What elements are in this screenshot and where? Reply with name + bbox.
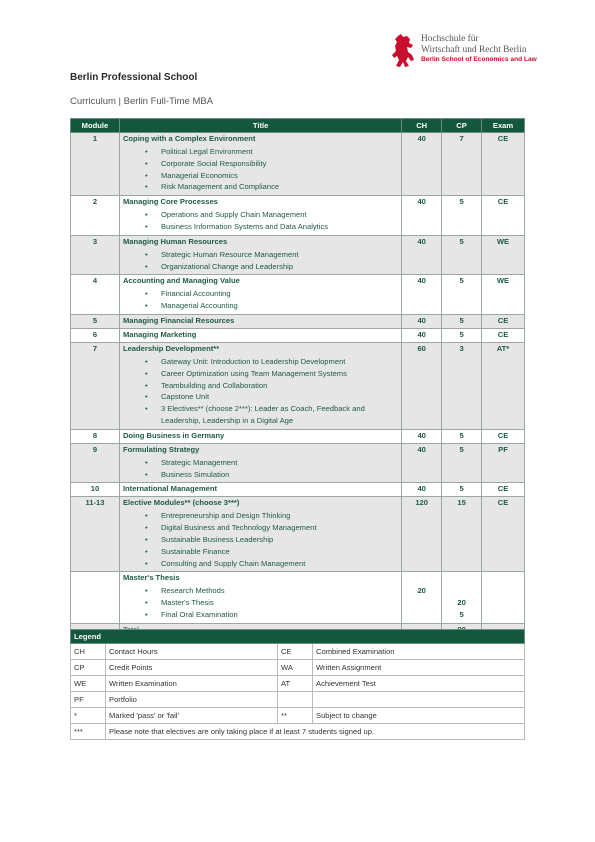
exam-cell: CE: [482, 196, 525, 236]
submodule-item: • Digital Business and Technology Management: [161, 522, 398, 534]
submodule-item: • Business Simulation: [161, 469, 398, 481]
ch-cell: 40: [402, 133, 442, 196]
exam-cell: CE: [482, 497, 525, 572]
legend-abbr: PF: [71, 692, 106, 708]
cp-cell: 5: [442, 314, 482, 328]
submodule-list: [123, 510, 398, 569]
module-cell: 11-13: [71, 497, 120, 572]
exam-cell: CE: [482, 483, 525, 497]
title-cell: [119, 443, 401, 483]
table-row: [71, 443, 525, 483]
cp-line: [445, 573, 478, 585]
legend-meaning: Portfolio: [106, 692, 278, 708]
cp-cell: 7: [442, 133, 482, 196]
title-cell: [119, 429, 401, 443]
ch-cell: 40: [402, 429, 442, 443]
submodule-item: • Corporate Social Responsibility: [161, 158, 398, 170]
module-cell: 5: [71, 314, 120, 328]
title-cell: [119, 483, 401, 497]
submodule-item: • Master's Thesis: [161, 597, 398, 609]
submodule-item: • Capstone Unit: [161, 391, 398, 403]
table-row: [71, 429, 525, 443]
title-cell: [119, 196, 401, 236]
title-cell: [119, 328, 401, 342]
curriculum-title: Curriculum | Berlin Full-Time MBA: [70, 96, 214, 107]
module-cell: 9: [71, 443, 120, 483]
cp-cell: 3: [442, 342, 482, 429]
cp-cell: 5: [442, 235, 482, 275]
cp-cell: 5: [442, 328, 482, 342]
legend-meaning: Marked 'pass' or 'fail': [106, 708, 278, 724]
module-cell: 1: [71, 133, 120, 196]
submodule-item: • Entrepreneurship and Design Thinking: [161, 510, 398, 522]
submodule-item: • Risk Management and Compliance: [161, 181, 398, 193]
university-logo: [392, 34, 537, 68]
legend-note-mark: ***: [71, 724, 106, 740]
submodule-item: • Operations and Supply Chain Management: [161, 209, 398, 221]
table-row: [71, 314, 525, 328]
submodule-item: • 3 Electives** (choose 2***): Leader as Coach, Feedback and Leadership, Leadership in a Digital Age: [161, 403, 398, 427]
submodule-list: [123, 457, 398, 481]
ch-stack: [405, 573, 438, 597]
legend-abbr: WE: [71, 676, 106, 692]
legend-row: [71, 676, 525, 692]
legend-abbr: AT: [278, 676, 313, 692]
school-name: Berlin Professional School: [70, 72, 198, 83]
ch-cell: 40: [402, 443, 442, 483]
cp-cell: 5: [442, 429, 482, 443]
column-header-module: Module: [71, 119, 120, 133]
ch-cell: 60: [402, 342, 442, 429]
ch-spacer: [405, 573, 438, 585]
module-title: Managing Core Processes: [122, 197, 218, 207]
legend-header-row: [71, 630, 525, 644]
module-title: Doing Business in Germany: [122, 430, 225, 440]
exam-cell: WE: [482, 275, 525, 315]
exam-cell: CE: [482, 328, 525, 342]
cp-cell: 5: [442, 483, 482, 497]
legend-abbr: CH: [71, 644, 106, 660]
column-header-title: Title: [119, 119, 401, 133]
submodule-list: [123, 146, 398, 193]
exam-cell: CE: [482, 429, 525, 443]
legend-meaning: Credit Points: [106, 660, 278, 676]
submodule-item: • Managerial Accounting: [161, 300, 398, 312]
legend-abbr: **: [278, 708, 313, 724]
module-cell: 2: [71, 196, 120, 236]
curriculum-table: [70, 118, 525, 637]
submodule-item: • Gateway Unit: Introduction to Leadership Development: [161, 356, 398, 368]
submodule-list: [123, 209, 398, 233]
cp-line: [445, 585, 478, 597]
module-title: Elective Modules** (choose 3***): [122, 498, 240, 508]
cp-cell: 5: [442, 275, 482, 315]
legend-meaning: Combined Examination: [313, 644, 525, 660]
ch-value: 20: [417, 586, 426, 596]
legend-title: Legend: [71, 630, 525, 644]
legend-row: [71, 660, 525, 676]
table-row: [71, 133, 525, 196]
module-title: Managing Marketing: [122, 329, 197, 339]
table-row: [71, 275, 525, 315]
legend-row: [71, 692, 525, 708]
berlin-bear-icon: [392, 34, 416, 68]
ch-cell: 40: [402, 328, 442, 342]
table-row: [71, 235, 525, 275]
ch-cell: 40: [402, 196, 442, 236]
table-row: [71, 328, 525, 342]
module-title: Accounting and Managing Value: [122, 276, 240, 286]
module-title: Managing Human Resources: [122, 236, 228, 246]
logo-line-2: Wirtschaft und Recht Berlin: [421, 44, 527, 55]
title-cell: [119, 235, 401, 275]
ch-cell: 40: [402, 483, 442, 497]
module-cell: 6: [71, 328, 120, 342]
exam-cell: PF: [482, 443, 525, 483]
submodule-item: • Political Legal Environment: [161, 146, 398, 158]
exam-cell: [482, 572, 525, 623]
table-row: [71, 342, 525, 429]
logo-line-3: Berlin School of Economics and Law: [421, 56, 537, 63]
column-header-ch: CH: [402, 119, 442, 133]
submodule-item: • Final Oral Examination: [161, 609, 398, 621]
module-cell: 10: [71, 483, 120, 497]
legend-abbr: [278, 692, 313, 708]
module-cell: 7: [71, 342, 120, 429]
table-row: [71, 483, 525, 497]
legend-row: [71, 644, 525, 660]
ch-cell: 40: [402, 314, 442, 328]
submodule-item: • Career Optimization using Team Management Systems: [161, 368, 398, 380]
legend-meaning: Written Examination: [106, 676, 278, 692]
legend-note-row: [71, 724, 525, 740]
legend-meaning: Written Assignment: [313, 660, 525, 676]
title-cell: [119, 314, 401, 328]
module-title: International Management: [122, 484, 218, 494]
column-header-cp: CP: [442, 119, 482, 133]
legend-meaning: Achievement Test: [313, 676, 525, 692]
legend-row: [71, 708, 525, 724]
submodule-item: • Strategic Human Resource Management: [161, 249, 398, 261]
ch-cell: 40: [402, 275, 442, 315]
table-row: [71, 196, 525, 236]
submodule-item: • Strategic Management: [161, 457, 398, 469]
ch-cell: 120: [402, 497, 442, 572]
ch-cell: [402, 572, 442, 623]
title-cell: [119, 275, 401, 315]
ch-cell: 40: [402, 235, 442, 275]
title-cell: [119, 572, 401, 623]
legend-abbr: CE: [278, 644, 313, 660]
legend-abbr: CP: [71, 660, 106, 676]
submodule-item: • Financial Accounting: [161, 288, 398, 300]
submodule-list: [123, 249, 398, 273]
cp-cell: [442, 572, 482, 623]
exam-cell: CE: [482, 314, 525, 328]
cp-line: 20: [457, 597, 466, 607]
exam-cell: WE: [482, 235, 525, 275]
cp-cell: 15: [442, 497, 482, 572]
title-cell: [119, 497, 401, 572]
module-title: Leadership Development**: [122, 343, 220, 353]
submodule-list: [123, 585, 398, 620]
module-cell: [71, 572, 120, 623]
cp-stack: [445, 573, 478, 620]
module-cell: 4: [71, 275, 120, 315]
submodule-list: [123, 288, 398, 312]
legend-abbr: *: [71, 708, 106, 724]
module-title: Managing Financial Resources: [122, 315, 235, 325]
legend-meaning: Subject to change: [313, 708, 525, 724]
table-row: [71, 497, 525, 572]
submodule-item: • Organizational Change and Leadership: [161, 261, 398, 273]
submodule-item: • Business Information Systems and Data Analytics: [161, 221, 398, 233]
cp-cell: 5: [442, 196, 482, 236]
legend-table: [70, 629, 525, 740]
title-cell: [119, 342, 401, 429]
legend-meaning: [313, 692, 525, 708]
module-title: Master's Thesis: [122, 573, 180, 583]
submodule-item: • Research Methods: [161, 585, 398, 597]
exam-cell: CE: [482, 133, 525, 196]
exam-cell: AT*: [482, 342, 525, 429]
module-cell: 3: [71, 235, 120, 275]
submodule-item: • Consulting and Supply Chain Management: [161, 558, 398, 570]
column-header-exam: Exam: [482, 119, 525, 133]
module-title: Formulating Strategy: [122, 444, 200, 454]
logo-line-1: Hochschule für: [421, 34, 479, 44]
module-title: Coping with a Complex Environment: [122, 134, 256, 143]
legend-meaning: Contact Hours: [106, 644, 278, 660]
module-cell: 8: [71, 429, 120, 443]
title-cell: [119, 133, 401, 196]
submodule-item: • Teambuilding and Collaboration: [161, 380, 398, 392]
curriculum-header-row: [71, 119, 525, 133]
cp-line: 5: [459, 609, 464, 619]
legend-note: Please note that electives are only taking place if at least 7 students signed up.: [106, 724, 525, 740]
submodule-list: [123, 356, 398, 427]
submodule-item: • Managerial Economics: [161, 170, 398, 182]
table-row: [71, 572, 525, 623]
submodule-item: • Sustainable Finance: [161, 546, 398, 558]
cp-cell: 5: [442, 443, 482, 483]
submodule-item: • Sustainable Business Leadership: [161, 534, 398, 546]
legend-abbr: WA: [278, 660, 313, 676]
